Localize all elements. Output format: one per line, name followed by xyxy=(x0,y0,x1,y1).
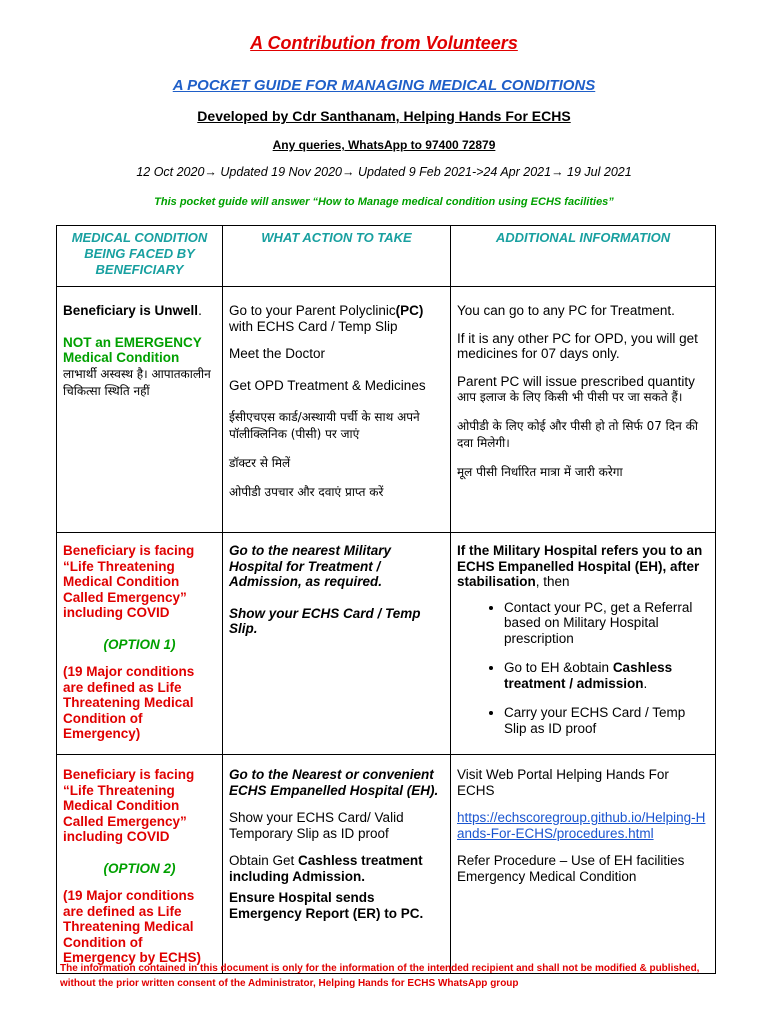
condition-cell xyxy=(57,755,223,974)
action-show-card: Show your ECHS Card/ Valid Temporary Slip as ID proof xyxy=(229,810,404,841)
action-opd: Get OPD Treatment & Medicines xyxy=(229,377,426,393)
list-item: • Carry your ECHS Card / Temp Slip as ID proof xyxy=(504,705,709,736)
not-emergency-label: NOT an EMERGENCY Medical Condition xyxy=(63,334,202,365)
developer-line: Developed by Cdr Santhanam, Helping Hands For ECHS xyxy=(197,108,571,124)
header-additional-info: ADDITIONAL INFORMATION xyxy=(451,226,716,287)
table-row xyxy=(57,287,716,533)
hindi-condition: लाभार्थी अस्वस्थ है। आपातकालीन चिकित्सा स्थिति नहीं xyxy=(63,366,211,398)
disclaimer-footer: The information contained in this document is only for the information of the intended recipient and shall not be modified & published, without the prior written consent of the Administrator, Helping Hands for ECHS WhatsApp group xyxy=(60,963,700,989)
referral-intro: If the Military Hospital refers you to an ECHS Empanelled Hospital (EH), after stabilisation xyxy=(457,543,703,589)
list-item: • Contact your PC, get a Referral based on Military Hospital prescription xyxy=(504,600,709,647)
emergency-condition: Beneficiary is facing “Life Threatening Medical Condition Called Emergency” including COVID xyxy=(63,767,195,844)
condition-dot: . xyxy=(198,303,202,318)
info-any-pc: You can go to any PC for Treatment. xyxy=(457,303,675,318)
action-empanelled-hospital: Go to the Nearest or convenient ECHS Empanelled Hospital (EH). xyxy=(229,767,439,798)
action-military-hospital: Go to the nearest Military Hospital for Treatment / Admission, as required. xyxy=(229,543,392,589)
option-label: (OPTION 1) xyxy=(103,636,176,652)
action-text: Go to your Parent Polyclinic xyxy=(229,303,396,318)
referral-steps xyxy=(457,600,709,737)
info-cell xyxy=(451,755,716,974)
hindi-info-3: मूल पीसी निर्धारित मात्रा में जारी करेगा xyxy=(457,465,623,479)
action-show-card: Show your ECHS Card / Temp Slip. xyxy=(229,605,421,636)
hindi-action-2: डॉक्टर से मिलें xyxy=(229,456,291,470)
purpose-line: This pocket guide will answer “How to Manage medical condition using ECHS facilities” xyxy=(154,196,614,208)
info-cell xyxy=(451,533,716,755)
condition-cell xyxy=(57,287,223,533)
procedures-link[interactable]: https://echscoregroup.github.io/Helping-Hands-For-ECHS/procedures.html xyxy=(457,810,706,841)
header-condition: MEDICAL CONDITION BEING FACED BY BENEFICIARY xyxy=(57,226,223,287)
action-meet-doctor: Meet the Doctor xyxy=(229,346,326,361)
action-cell xyxy=(223,755,451,974)
info-parent-pc: Parent PC will issue prescribed quantity xyxy=(457,373,695,389)
hindi-info-2: ओपीडी के लिए कोई और पीसी हो तो सिर्फ 07 दिन की दवा मिलेगी। xyxy=(457,419,698,450)
action-cell xyxy=(223,287,451,533)
header-action: WHAT ACTION TO TAKE xyxy=(223,226,451,287)
table-row xyxy=(57,755,716,974)
table-row xyxy=(57,533,716,755)
info-web-portal: Visit Web Portal Helping Hands For ECHS xyxy=(457,767,669,798)
referral-intro-tail: , then xyxy=(535,574,570,589)
major-conditions-note: (19 Major conditions are defined as Life Threatening Medical Condition of Emergency) xyxy=(63,664,195,741)
option-label: (OPTION 2) xyxy=(103,860,176,876)
condition-cell xyxy=(57,533,223,755)
info-cell xyxy=(451,287,716,533)
hindi-info-1: आप इलाज के लिए किसी भी पीसी पर जा सकते हैं। xyxy=(457,390,683,404)
document-title: A Contribution from Volunteers xyxy=(250,33,518,53)
action-cashless: Cashless treatment including Admission. xyxy=(229,853,423,884)
major-conditions-note: (19 Major conditions are defined as Life Threatening Medical Condition of Emergency by ECHS) xyxy=(63,888,202,965)
conditions-table xyxy=(56,225,716,974)
update-dates: 12 Oct 2020→ Updated 19 Nov 2020→ Updated 9 Feb 2021->24 Apr 2021→ 19 Jul 2021 xyxy=(136,165,632,179)
condition-text: Beneficiary is Unwell xyxy=(63,303,199,318)
hindi-action-1: ईसीएचएस कार्ड/अस्थायी पर्ची के साथ अपने पॉलीक्लिनिक (पीसी) पर जाएं xyxy=(229,410,420,441)
info-refer-procedure: Refer Procedure – Use of EH facilities Emergency Medical Condition xyxy=(457,853,685,884)
list-item: • Go to EH &obtain Cashless treatment / admission. xyxy=(504,660,709,691)
action-er-report: Ensure Hospital sends Emergency Report (ER) to PC. xyxy=(229,890,424,921)
action-cell xyxy=(223,533,451,755)
action-text-tail: with ECHS Card / Temp Slip xyxy=(229,318,398,334)
document-subtitle: A POCKET GUIDE FOR MANAGING MEDICAL CONDITIONS xyxy=(172,77,596,94)
action-pc: (PC) xyxy=(395,303,424,318)
hindi-action-3: ओपीडी उपचार और दवाएं प्राप्त करें xyxy=(229,485,384,499)
info-other-pc: If it is any other PC for OPD, you will get medicines for 07 days only. xyxy=(457,330,698,361)
action-obtain: Obtain Get xyxy=(229,853,299,868)
queries-line: Any queries, WhatsApp to 97400 72879 xyxy=(272,138,496,152)
emergency-condition: Beneficiary is facing “Life Threatening Medical Condition Called Emergency” including COVID xyxy=(63,543,195,620)
table-header-row xyxy=(57,226,716,287)
